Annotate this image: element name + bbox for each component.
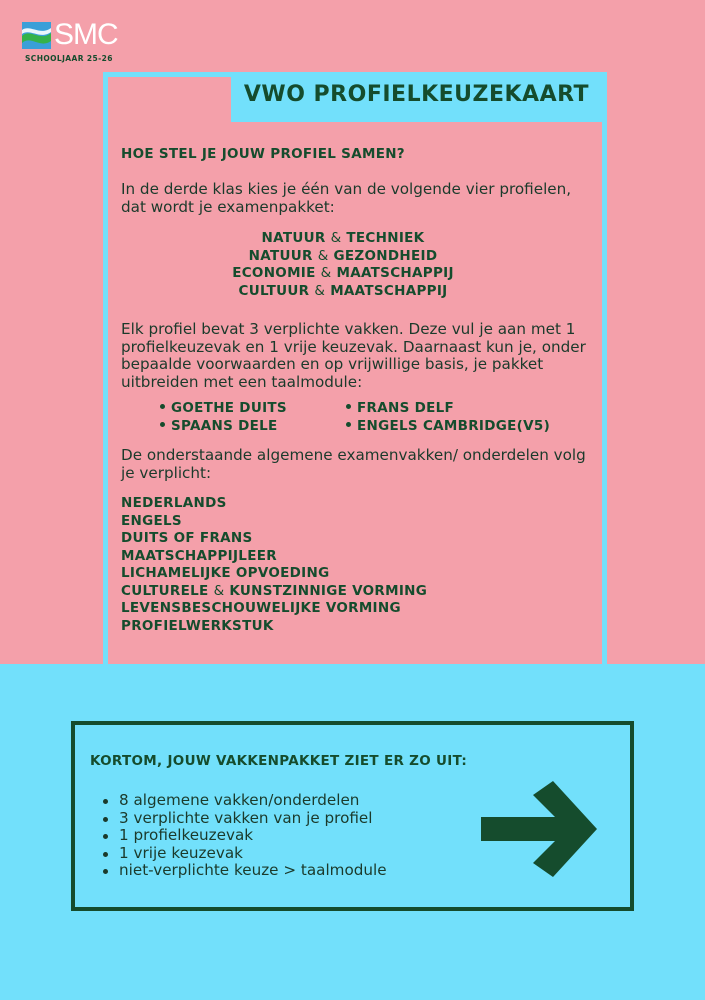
summary-item: 1 vrije keuzevak: [103, 845, 387, 863]
bullet-icon: [346, 422, 351, 427]
profile-list: [121, 230, 565, 300]
intro-text: In de derde klas kies je één van de volgende vier profielen, dat wordt je examenpakket:: [121, 180, 572, 216]
summary-title: KORTOM, JOUW VAKKENPAKKET ZIET ER ZO UIT:: [90, 753, 468, 769]
summary-list: [103, 792, 387, 880]
module-item: GOETHE DUITS: [160, 400, 287, 416]
title-box: [231, 72, 602, 122]
module-item: FRANS DELF: [346, 400, 454, 416]
arrow-right-icon: [477, 779, 601, 879]
subject-item: NEDERLANDS: [121, 495, 227, 511]
section-heading: HOE STEL JE JOUW PROFIEL SAMEN?: [121, 146, 405, 162]
bullet-icon: [346, 404, 351, 409]
logo-text: SMC: [54, 18, 118, 51]
bullet-icon: [160, 404, 165, 409]
smc-logo-icon: [22, 22, 51, 49]
vakken-text: Elk profiel bevat 3 verplichte vakken. Deze vul je aan met 1 profielkeuzevak en 1 vrije keuzevak. Daarnaast kun je, onder bepaalde voorwaarden en op vrijwillige basis, je pakket uitbreiden met een taalmodule:: [121, 320, 586, 391]
page-title: VWO PROFIELKEUZEKAART: [243, 82, 590, 107]
summary-item: niet-verplichte keuze > taalmodule: [103, 862, 387, 880]
summary-item: 8 algemene vakken/onderdelen: [103, 792, 387, 810]
subject-item: MAATSCHAPPIJLEER: [121, 547, 277, 564]
module-item: SPAANS DELE: [160, 418, 278, 434]
profile-item: NATUUR & TECHNIEK: [261, 230, 425, 246]
subject-item: PROFIELWERKSTUK: [121, 617, 274, 634]
subject-item: ENGELS: [121, 512, 182, 529]
subject-item: LICHAMELIJKE OPVOEDING: [121, 565, 330, 581]
profile-item: NATUUR & GEZONDHEID: [248, 247, 438, 264]
verplicht-text: De onderstaande algemene examenvakken/ onderdelen volg je verplicht:: [121, 446, 586, 482]
profile-item: CULTUUR & MAATSCHAPPIJ: [238, 282, 448, 299]
subject-list: [121, 495, 427, 635]
subject-item: LEVENSBESCHOUWELIJKE VORMING: [121, 600, 401, 616]
bullet-icon: [160, 422, 165, 427]
summary-item: 1 profielkeuzevak: [103, 827, 387, 845]
profile-item: ECONOMIE & MAATSCHAPPIJ: [232, 265, 454, 281]
subject-item: CULTURELE & KUNSTZINNIGE VORMING: [121, 582, 428, 599]
schoolyear-label: SCHOOLJAAR 25-26: [25, 54, 113, 63]
subject-item: DUITS OF FRANS: [121, 530, 253, 546]
summary-item: 3 verplichte vakken van je profiel: [103, 810, 387, 828]
summary-box: [71, 721, 634, 911]
module-item: ENGELS CAMBRIDGE(V5): [346, 418, 550, 434]
